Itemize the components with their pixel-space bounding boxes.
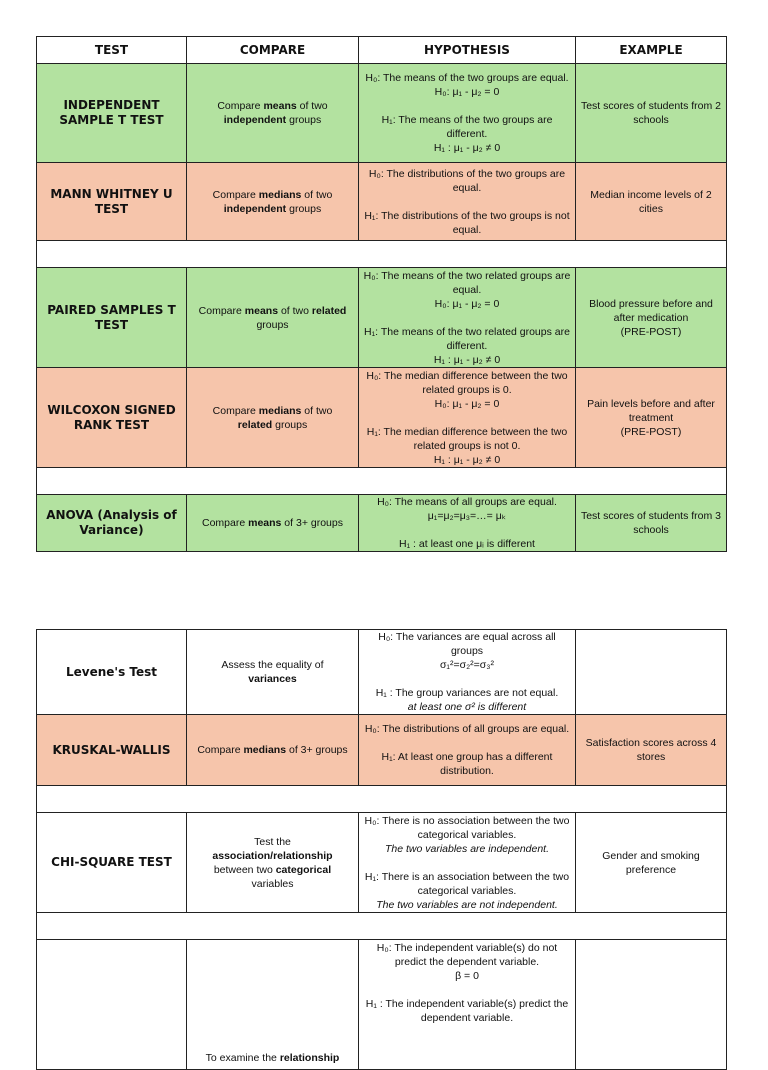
test-name [37, 940, 187, 1070]
test-name: PAIRED SAMPLES T TEST [37, 268, 187, 368]
compare-cell: Compare medians of 3+ groups [187, 715, 359, 786]
test-name: Levene's Test [37, 630, 187, 715]
hypothesis-cell: H₀: The median difference between the two related groups is 0. H₀: μ₁ - μ₂ = 0 H₁: The median difference between the two related groups is not 0. H₁ : μ₁ - μ₂ ≠ 0 [359, 368, 576, 468]
test-name: ANOVA (Analysis of Variance) [37, 495, 187, 552]
compare-cell: Compare means of two related groups [187, 268, 359, 368]
hypothesis-cell: H₀: The means of the two groups are equal. H₀: μ₁ - μ₂ = 0 H₁: The means of the two groups are different. H₁ : μ₁ - μ₂ ≠ 0 [359, 64, 576, 163]
test-name: WILCOXON SIGNED RANK TEST [37, 368, 187, 468]
spacer-row [37, 786, 727, 813]
test-table-2 [36, 629, 727, 1070]
row-paired-t [37, 268, 727, 368]
row-mann-whitney [37, 163, 727, 241]
header-test: TEST [37, 37, 187, 64]
compare-cell: Compare medians of two related groups [187, 368, 359, 468]
example-cell: Pain levels before and after treatment (PRE-POST) [576, 368, 727, 468]
test-name: INDEPENDENT SAMPLE T TEST [37, 64, 187, 163]
example-cell: Median income levels of 2 cities [576, 163, 727, 241]
hypothesis-cell: H₀: The means of the two related groups are equal. H₀: μ₁ - μ₂ = 0 H₁: The means of the two related groups are different. H₁ : μ₁ - μ₂ ≠ 0 [359, 268, 576, 368]
header-row [37, 37, 727, 64]
test-table-1 [36, 36, 727, 552]
row-chi-square [37, 813, 727, 913]
spacer-row [37, 913, 727, 940]
hypothesis-cell: H₀: There is no association between the two categorical variables. The two variables are independent. H₁: There is an association between the two categorical variables. The two variables are not independent. [359, 813, 576, 913]
hypothesis-cell: H₀: The means of all groups are equal. μ₁=μ₂=μ₃=…= μₖ H₁ : at least one μᵢ is different [359, 495, 576, 552]
example-cell [576, 630, 727, 715]
test-name: KRUSKAL-WALLIS [37, 715, 187, 786]
hypothesis-cell: H₀: The distributions of all groups are equal. H₁: At least one group has a different distribution. [359, 715, 576, 786]
row-wilcoxon [37, 368, 727, 468]
compare-cell: Compare medians of two independent groups [187, 163, 359, 241]
spacer-row [37, 241, 727, 268]
compare-cell: Assess the equality of variances [187, 630, 359, 715]
example-cell: Gender and smoking preference [576, 813, 727, 913]
compare-cell: To examine the relationship [187, 940, 359, 1070]
test-name: MANN WHITNEY U TEST [37, 163, 187, 241]
spacer-row [37, 468, 727, 495]
header-example: EXAMPLE [576, 37, 727, 64]
row-anova [37, 495, 727, 552]
header-hypothesis: HYPOTHESIS [359, 37, 576, 64]
row-levene [37, 630, 727, 715]
hypothesis-cell: H₀: The variances are equal across all groups σ₁²=σ₂²=σ₃² H₁ : The group variances are not equal. at least one σ² is different [359, 630, 576, 715]
hypothesis-cell: H₀: The independent variable(s) do not predict the dependent variable. β = 0 H₁ : The independent variable(s) predict the dependent variable. [359, 940, 576, 1070]
example-cell: Blood pressure before and after medication (PRE-POST) [576, 268, 727, 368]
example-cell: Test scores of students from 2 schools [576, 64, 727, 163]
example-cell: Satisfaction scores across 4 stores [576, 715, 727, 786]
header-compare: COMPARE [187, 37, 359, 64]
test-name: CHI-SQUARE TEST [37, 813, 187, 913]
compare-cell: Compare means of 3+ groups [187, 495, 359, 552]
row-kruskal [37, 715, 727, 786]
compare-cell: Compare means of two independent groups [187, 64, 359, 163]
compare-cell: Test the association/relationship between two categorical variables [187, 813, 359, 913]
row-regression [37, 940, 727, 1070]
hypothesis-cell: H₀: The distributions of the two groups are equal. H₁: The distributions of the two groups is not equal. [359, 163, 576, 241]
row-independent-t [37, 64, 727, 163]
example-cell [576, 940, 727, 1070]
example-cell: Test scores of students from 3 schools [576, 495, 727, 552]
